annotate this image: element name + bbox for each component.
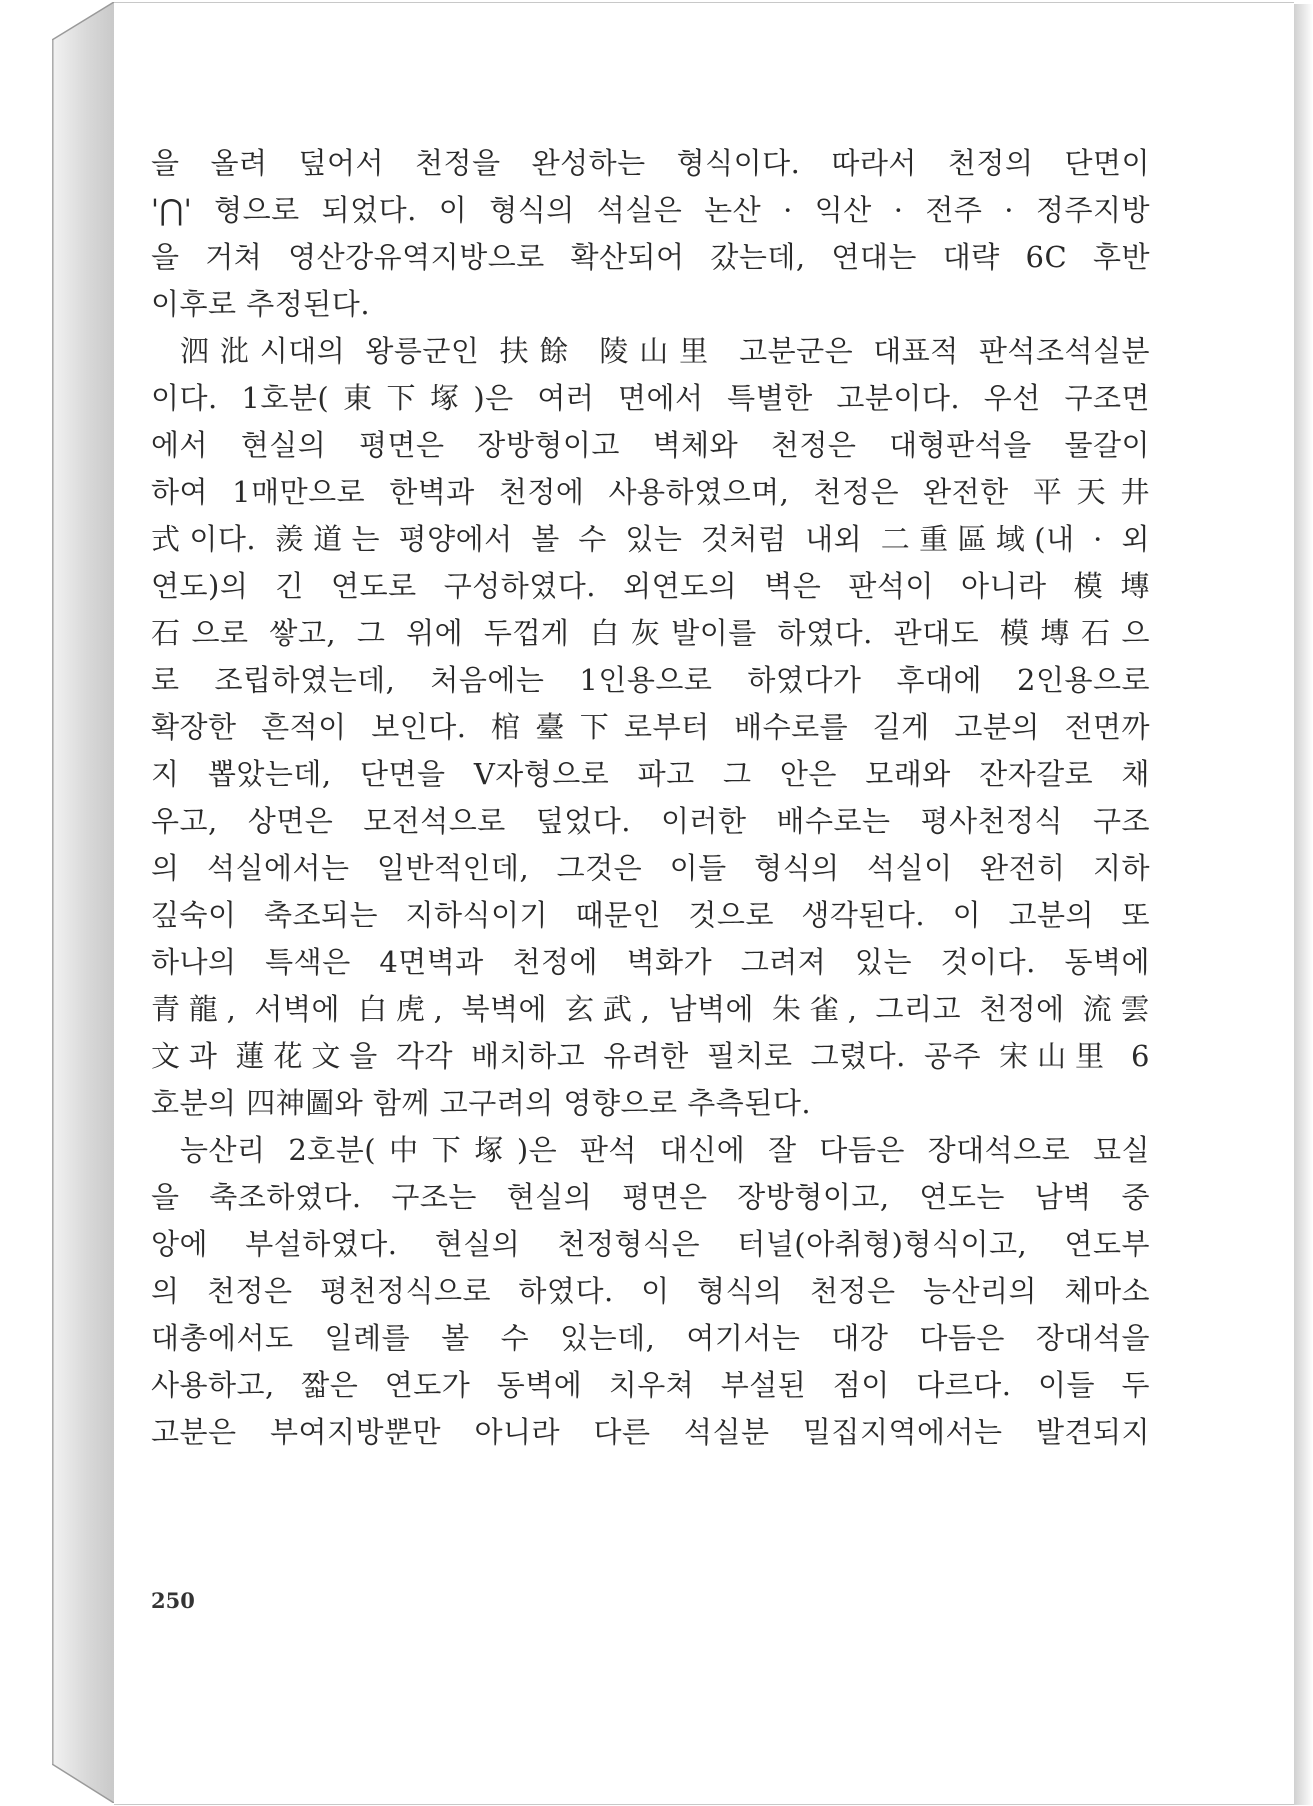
text-line: 능산리 2호분(中下塚)은 판석 대신에 잘 다듬은 장대석으로 묘실	[180, 1133, 1150, 1167]
text-line: 의 석실에서는 일반적인데, 그것은 이들 형식의 석실이 완전히 지하	[151, 851, 1150, 885]
text-line: 하나의 특색은 4면벽과 천정에 벽화가 그려져 있는 것이다. 동벽에	[151, 945, 1150, 979]
text-line: '⋂' 형으로 되었다. 이 형식의 석실은 논산 · 익산 · 전주 · 정주지방	[151, 193, 1150, 227]
text-line: 을 올려 덮어서 천정을 완성하는 형식이다. 따라서 천정의 단면이	[151, 146, 1150, 180]
text-line: 石으로 쌓고, 그 위에 두껍게 白灰발이를 하였다. 관대도 模塼石으	[151, 616, 1150, 650]
body-text	[151, 140, 1150, 1456]
text-line: 고분은 부여지방뿐만 아니라 다른 석실분 밀집지역에서는 발견되지	[151, 1415, 1150, 1449]
text-line: 호분의 四神圖와 함께 고구려의 영향으로 추측된다.	[151, 1086, 812, 1120]
text-line: 이후로 추정된다.	[151, 287, 371, 321]
text-line: 로 조립하였는데, 처음에는 1인용으로 하였다가 후대에 2인용으로	[151, 663, 1150, 697]
text-line: 하여 1매만으로 한벽과 천정에 사용하였으며, 천정은 완전한 平天井	[151, 475, 1150, 509]
text-line: 우고, 상면은 모전석으로 덮었다. 이러한 배수로는 평사천정식 구조	[151, 804, 1150, 838]
page-edge-shadow	[1294, 4, 1313, 1805]
text-line: 文과 蓮花文을 각각 배치하고 유려한 필치로 그렸다. 공주 宋山里 6	[151, 1039, 1150, 1073]
text-line: 앙에 부설하였다. 현실의 천정형식은 터널(아취형)형식이고, 연도부	[151, 1227, 1150, 1261]
text-line: 泗沘시대의 왕릉군인 扶餘 陵山里 고분군은 대표적 판석조석실분	[180, 334, 1150, 368]
text-line: 대총에서도 일례를 볼 수 있는데, 여기서는 대강 다듬은 장대석을	[151, 1321, 1150, 1355]
text-line: 이다. 1호분(東下塚)은 여러 면에서 특별한 고분이다. 우선 구조면	[151, 381, 1150, 415]
page-number: 250	[151, 1588, 195, 1613]
text-line: 사용하고, 짧은 연도가 동벽에 치우쳐 부설된 점이 다르다. 이들 두	[151, 1368, 1150, 1402]
text-line: 에서 현실의 평면은 장방형이고 벽체와 천정은 대형판석을 물갈이	[151, 428, 1150, 462]
text-line: 式이다. 羨道는 평양에서 볼 수 있는 것처럼 내외 二重區域(내 · 외	[151, 522, 1150, 556]
text-line: 을 거쳐 영산강유역지방으로 확산되어 갔는데, 연대는 대략 6C 후반	[151, 240, 1150, 274]
text-line: 을 축조하였다. 구조는 현실의 평면은 장방형이고, 연도는 남벽 중	[151, 1180, 1150, 1214]
text-line: 깊숙이 축조되는 지하식이기 때문인 것으로 생각된다. 이 고분의 또	[151, 898, 1150, 932]
text-line: 의 천정은 평천정식으로 하였다. 이 형식의 천정은 능산리의 체마소	[151, 1274, 1150, 1308]
text-line: 青龍, 서벽에 白虎, 북벽에 玄武, 남벽에 朱雀, 그리고 천정에 流雲	[151, 992, 1150, 1026]
book-spine	[52, 2, 114, 1803]
text-line: 연도)의 긴 연도로 구성하였다. 외연도의 벽은 판석이 아니라 模塼	[151, 569, 1150, 603]
text-line: 지 뽑았는데, 단면을 V자형으로 파고 그 안은 모래와 잔자갈로 채	[151, 757, 1150, 791]
text-line: 확장한 흔적이 보인다. 棺臺下로부터 배수로를 길게 고분의 전면까	[151, 710, 1150, 744]
